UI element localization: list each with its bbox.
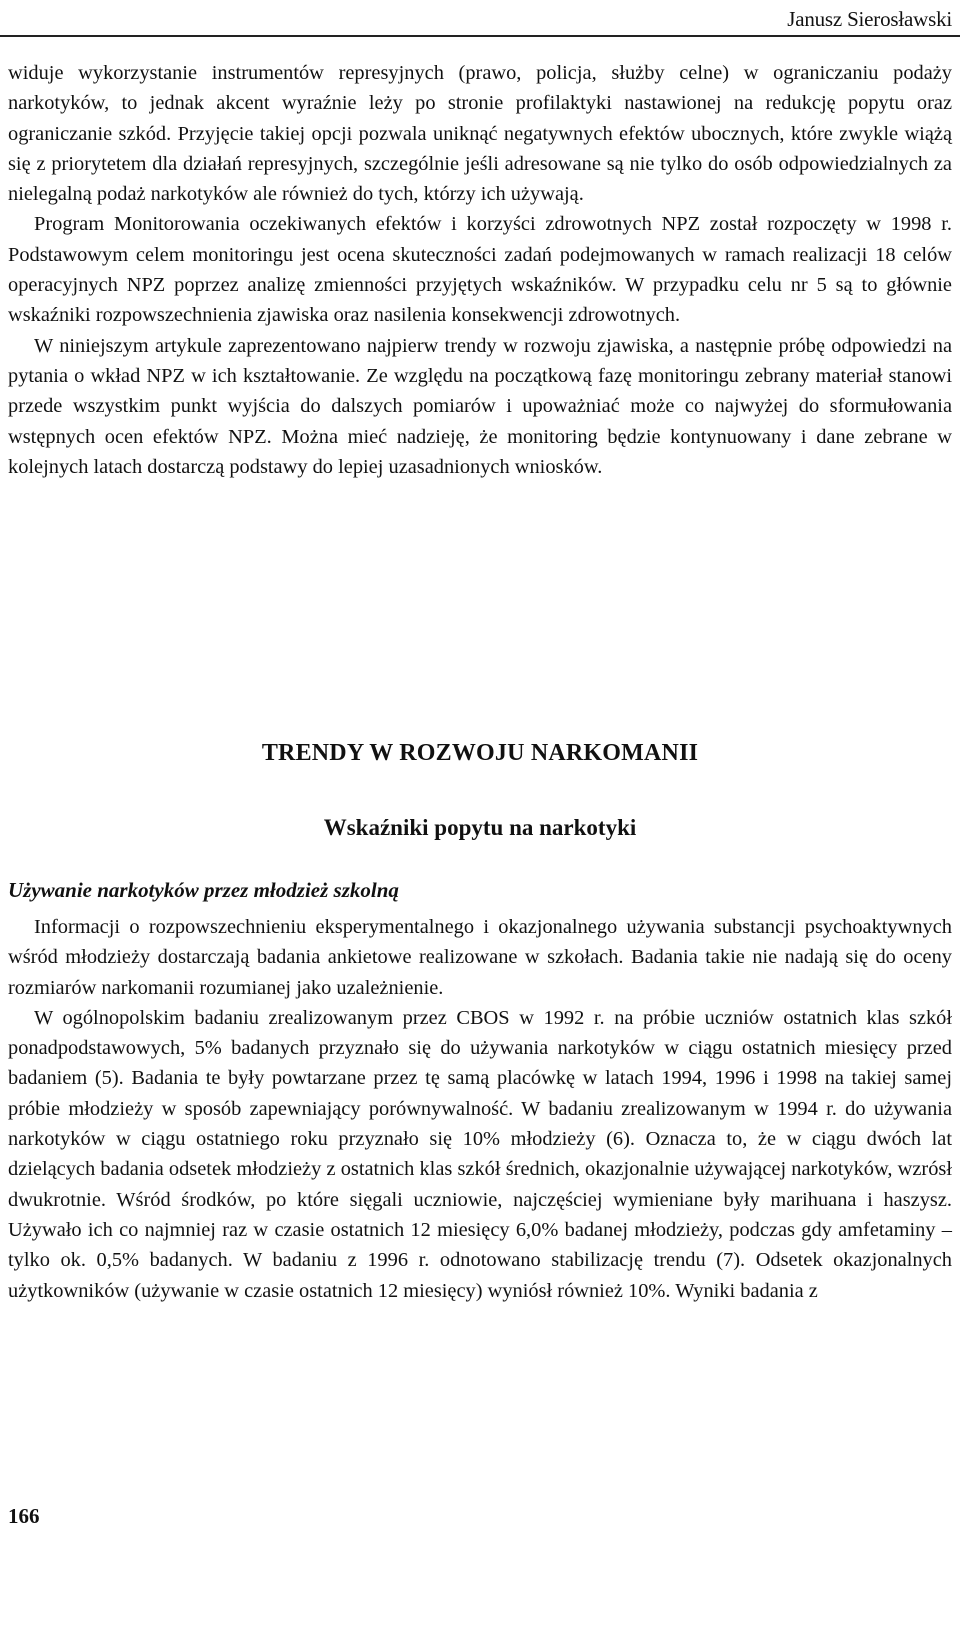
running-header-author: Janusz Sierosławski [787,7,952,31]
paragraph: widuje wykorzystanie instrumentów represyjnych (prawo, policja, służby celne) w ograniczaniu podaży narkotyków, to jednak akcent wyraźnie leży po stronie profilaktyki nastawionej na redukcję popytu oraz ograniczanie szkód. Przyjęcie takiej opcji pozwala uniknąć negatywnych efektów ubocznych, które zwykle wiążą się z priorytetem dla działań represyjnych, szczególnie jeśli adresowane są nie tylko do osób odpowiedzialnych za nielegalną podaż narkotyków ale również do tych, którzy ich używają. [8,62,952,206]
paragraph: Program Monitorowania oczekiwanych efektów i korzyści zdrowotnych NPZ został rozpoczęty w 1998 r. Podstawowym celem monitoringu jest ocena skuteczności zadań podejmowanych w ramach realizacji 18 celów operacyjnych NPZ poprzez analizę zmienności przyjętych wskaźników. W przypadku celu nr 5 są to głównie wskaźniki rozpowszechnienia zjawiska oraz nasilenia konsekwencji zdrowotnych. [8,213,952,327]
section-text-block [8,912,952,1306]
subsubsection-title: Używanie narkotyków przez młodzież szkolną [8,878,399,902]
paragraph: W niniejszym artykule zaprezentowano najpierw trendy w rozwoju zjawiska, a następnie próbę odpowiedzi na pytania o wkład NPZ w ich kształtowanie. Ze względu na początkową fazę monitoringu zebrany materiał stanowi przede wszystkim punkt wyjścia do dalszych pomiarów i upoważniać może co najwyżej do sformułowania wstępnych ocen efektów NPZ. Można mieć nadzieję, że monitoring będzie kontynuowany i dane zebrane w kolejnych latach dostarczą podstawy do lepiej uzasadnionych wniosków. [8,334,952,478]
page-number: 166 [8,1504,40,1528]
paragraph: Informacji o rozpowszechnieniu eksperymentalnego i okazjonalnego używania substancji psychoaktywnych wśród młodzieży dostarczają badania ankietowe realizowane w szkołach. Badania takie nie nadają się do oceny rozmiarów narkomanii rozumianej jako uzależnienie. [8,916,952,999]
subsection-title: Wskaźniki popytu na narkotyki [323,815,637,840]
section-title: TRENDY W ROZWOJU NARKOMANII [261,740,699,766]
intro-text-block [8,58,952,482]
paragraph: W ogólnopolskim badaniu zrealizowanym przez CBOS w 1992 r. na próbie uczniów ostatnich klas szkół ponadpodstawowych, 5% badanych przyznało się do używania narkotyków w ciągu ostatnich miesięcy przed badaniem (5). Badania te były powtarzane przez tę samą placówkę w latach 1994, 1996 i 1998 na takiej samej próbie młodzieży w sposób zapewniający porównywalność. W badaniu zrealizowanym w 1994 r. do używania narkotyków w ciągu ostatniego roku przyznało się 10% młodzieży (6). Oznacza to, że w ciągu dwóch lat dzielących badania odsetek młodzieży z ostatnich klas szkół średnich, okazjonalnie używającej narkotyków, wzrósł dwukrotnie. Wśród środków, po które sięgali uczniowie, najczęściej wymieniane były marihuana i haszysz. Używało ich co najmniej raz w czasie ostatnich 12 miesięcy 6,0% badanej młodzieży, podczas gdy amfetaminy – tylko ok. 0,5% badanych. W badaniu z 1996 r. odnotowano stabilizację trendu (7). Odsetek okazjonalnych użytkowników (używanie w czasie ostatnich 12 miesięcy) wyniósł również 10%. Wyniki badania z [8,1006,952,1302]
header-rule [0,35,960,37]
